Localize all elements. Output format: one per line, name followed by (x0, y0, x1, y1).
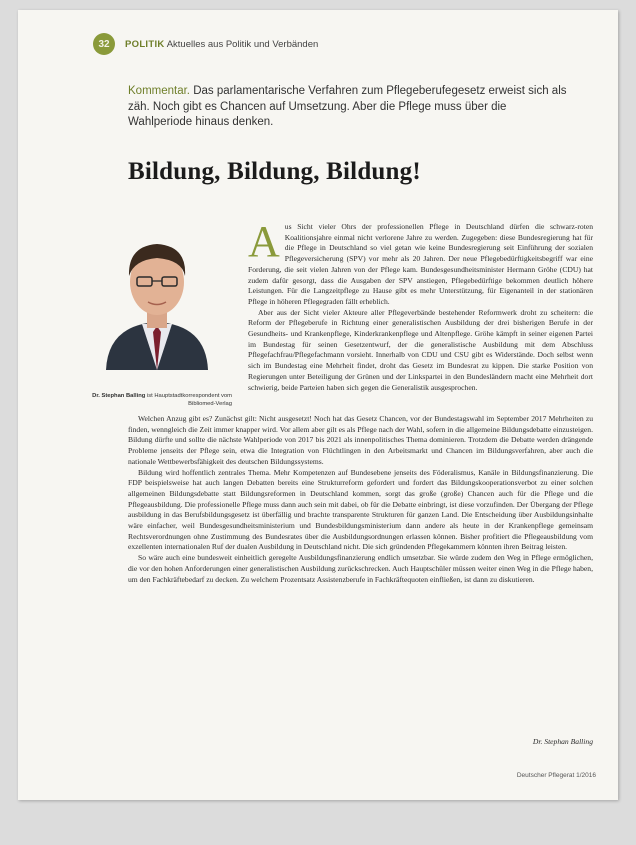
drop-cap: A (248, 217, 280, 266)
magazine-page (18, 10, 618, 800)
author-portrait (98, 220, 216, 370)
teaser-keyword: Kommentar. (128, 85, 190, 97)
paragraph-4: Bildung wird hoffentlich zentrales Thema. Mehr Kompetenzen auf Bundesebene jenseits des Föderalismus, Kanäle in Bildungsfinanzierung. Die FDP beispielsweise hat auch langen Debatten bereits eine Strukturreform gefordert und fordert das Bildungskooperationsverbot zu einer solchen allgemeinen Bildungsdebatte statt Bildungsreformen in Deutschland kommen, sorgt das große (große) Chancen auch für die Pflege und die Pflegeausbildung. Die professionelle Pflege muss dann auch sein mit dabei, ob für die Debatte einbringt, ist diese vorzufinden. Der Übergang der Pflege ausbildung in das Berufsbildungsgesetz ist überfällig und brachte transparente Strukturen für ganzen Land. Die Entscheidung über Ausbildungsinhalte wäre einfacher, weil Bundesgesundheitsministerium und Bundesbildungsministerium dann andere als heute in der Krankenpflege gemeinsam Rechtsverordnungen ohne Zustimmung des Bundesrates über die Ausbildungsordnungen erlassen können. Bisher profitiert die Pflegeausbildung vom exzellenten internationalen Ruf der dualen Ausbildung in Deutschland nicht. Die sich gründenden Pflegekammern könnten ihren Beitrag leisten. (128, 467, 593, 552)
portrait-caption (92, 392, 232, 408)
teaser-text (128, 84, 568, 131)
page-number-badge: 32 (93, 33, 115, 55)
paragraph-1-text: us Sicht vieler Ohrs der professionellen Pflege in Deutschland dürfen die schwarz-roten Koalitionsjahre einmal nicht verlorene Jahre zu werden. Zugegeben: diese Bundesregierung hat für die Pflege in Deutschland so viel getan wie keine Bundesregierung seit Einführung der sozialen Pflegeversicherung (SPV) vor mehr als 20 Jahren. Der neue Pflegebedürftigkeitsbegriff war eine Forderung, die seit vielen Jahren von der Pflege kam. Bundesgesundheitsminister Hermann Gröhe (CDU) hat zudem dafür gesorgt, dass die Ausgaben der SPV anstiegen, Pflegebedürftige bekommen deutlich höhere Leistungen. Für die Langzeitpflege zu Hause gibt es mehr Unterstützung, für Eigenanteil in der stationären Pflege in höheren Pflegegraden fällt erheblich. (248, 222, 593, 306)
paragraph-1 (248, 217, 593, 308)
paragraph-5: So wäre auch eine bundesweit einheitlich geregelte Ausbildungsfinanzierung endlich umsetzbar. Sie würde zudem den Weg in Pflege ermöglichen, die vor den hohen Anforderungen einer generalistischen Ausbildung zurückschrecken. Auch Hauptschüler müssen weiter einen Weg in die Pflege haben, um den Fachkräftebedarf zu decken. Zu welchem Prozentsatz Assistenzberufe in Fachkräftequoten einfließen, ist dann zu diskutieren. (128, 553, 593, 584)
section-highlight: POLITIK (125, 38, 165, 50)
section-label (125, 39, 318, 50)
teaser-body: Das parlamentarische Verfahren zum Pflegeberufegesetz erweist sich als zäh. Noch gibt es Chancen auf Umsetzung. Aber die Pflege muss über die Wahlperiode hinaus denken. (128, 85, 567, 128)
author-name: Dr. Stephan Balling (92, 393, 146, 399)
section-subtitle: Aktuelles aus Politik und Verbänden (166, 38, 319, 50)
author-role: ist Hauptstadtkorrespondent vom Bibliomed-Verlag (146, 393, 232, 407)
page-footer: Deutscher Pflegerat 1/2016 (516, 772, 596, 779)
page-header (93, 34, 318, 54)
author-signature: Dr. Stephan Balling (532, 737, 593, 746)
paragraph-2: Aber aus der Sicht vieler Akteure aller Pflegeverbände bestehender Reformwerk droht zu scheitern: die Reform der Pflegeberufe in Richtung einer generalistischen Ausbildung der drei bisherigen Berufe in der Gesundheits- und Krankenpflege, Kinderkrankenpflege und Altenpflege. Gröhe kämpft in seiner eigenen Partei im Bundestag für seinen Gesetzentwurf, der die generalistische Ausbildung mit dem Abschluss Pflegefachfrau/Pflegefachmann vorsieht. Innerhalb von CDU und CSU gibt es Widerstände. Doch selbst wenn sich im Bundestag eine Mehrheit findet, droht das Gesetz im Bundesrat zu kippen. Die starke Position von Regierungen unter Beteiligung der Grünen und der Linkspartei in den Bundesländern macht eine Mehrheit dort schwierig, beide Parteien haben sich gegen die Generalistik ausgesprochen. (248, 307, 593, 392)
article-body-full (128, 414, 593, 585)
article-headline: Bildung, Bildung, Bildung! (128, 158, 421, 185)
paragraph-3: Welchen Anzug gibt es? Zunächst gilt: Nicht ausgesetzt! Noch hat das Gesetz Chancen, vor der Bundestagswahl im September 2017 Mehrheiten zu finden, wenngleich die Zeit immer knapper wird. Vor allem aber gilt es als Pflege nach der Wahl, sofern in die allgemeine Bildungsdebatte einzusteigen. Bildung dürfte und sollte die nächste Wahlperiode von 2017 bis 2021 als innenpolitisches Thema dominieren. Trotzdem die Debatte werden drängende Probleme jenseits der Pflege sein, etwa die Integration von Flüchtlingen in den Arbeitsmarkt und Chancen im Bildungsverfahren, aber auch die nationale Wettbewerbsfähigkeit des deutschen Bildungssystems. (128, 414, 593, 466)
article-body-column (248, 217, 593, 393)
